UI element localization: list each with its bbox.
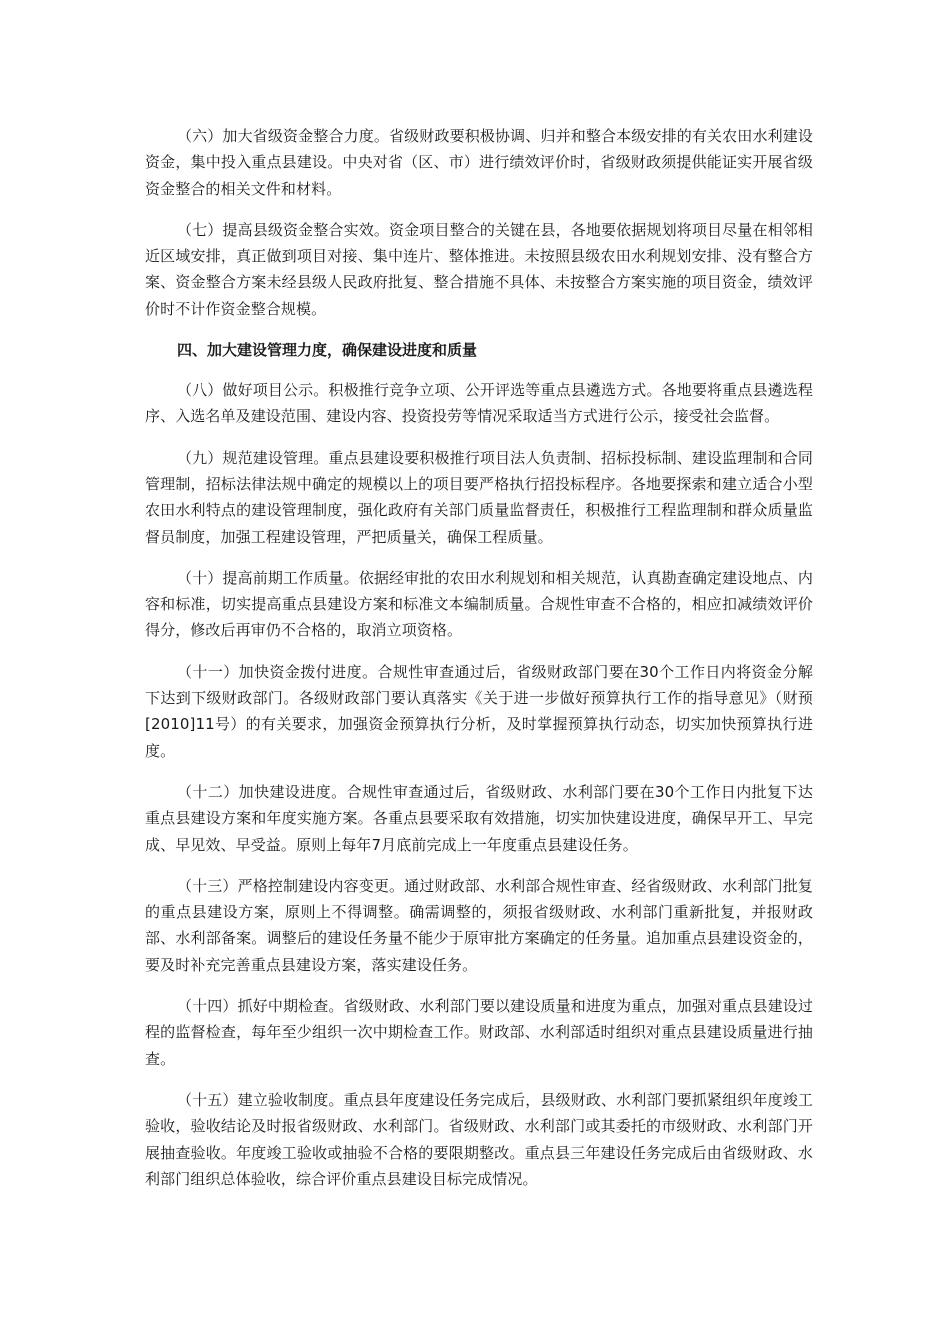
paragraph-12: （十二）加快建设进度。合规性审查通过后，省级财政、水利部门要在30个工作日内批复下达重点县建设方案和年度实施方案。各重点县要采取有效措施，切实加快建设进度，确保早开工、早完成、早见效、早受益。原则上每年7月底前完成上一年度重点县建设任务。	[145, 782, 813, 854]
paragraph-9: （九）规范建设管理。重点县建设要积极推行项目法人负责制、招标投标制、建设监理制和合同管理制，招标法律法规中确定的规模以上的项目要严格执行招投标程序。各地要探索和建立适合小型农田水利特点的建设管理制度，强化政府有关部门质量监督责任，积极推行工程监理制和群众质量监督员制度，加强工程建设管理，严把质量关，确保工程质量。	[145, 448, 813, 546]
paragraph-7: （七）提高县级资金整合实效。资金项目整合的关键在县，各地要依据规划将项目尽量在相邻相近区域安排，真正做到项目对接、集中连片、整体推进。未按照县级农田水利规划安排、没有整合方案、资金整合方案未经县级人民政府批复、整合措施不具体、未按整合方案实施的项目资金，绩效评价时不计作资金整合规模。	[145, 220, 813, 318]
paragraph-10: （十）提高前期工作质量。依据经审批的农田水利规划和相关规范，认真勘查确定建设地点、内容和标准，切实提高重点县建设方案和标准文本编制质量。合规性审查不合格的，相应扣减绩效评价得分，修改后再审仍不合格的，取消立项资格。	[145, 568, 813, 640]
paragraph-8: （八）做好项目公示。积极推行竞争立项、公开评选等重点县遴选方式。各地要将重点县遴选程序、入选名单及建设范围、建设内容、投资投劳等情况采取适当方式进行公示，接受社会监督。	[145, 381, 813, 426]
paragraph-13: （十三）严格控制建设内容变更。通过财政部、水利部合规性审查、经省级财政、水利部门批复的重点县建设方案，原则上不得调整。确需调整的，须报省级财政、水利部门重新批复，并报财政部、水利部备案。调整后的建设任务量不能少于原审批方案确定的任务量。追加重点县建设资金的，要及时补充完善重点县建设方案，落实建设任务。	[145, 876, 813, 974]
document-page	[145, 123, 813, 1207]
paragraph-11: （十一）加快资金拨付进度。合规性审查通过后，省级财政部门要在30个工作日内将资金分解下达到下级财政部门。各级财政部门要认真落实《关于进一步做好预算执行工作的指导意见》（财预[2010]11号）的有关要求，加强资金预算执行分析，及时掌握预算执行动态，切实加快预算执行进度。	[145, 662, 813, 760]
paragraph-15: （十五）建立验收制度。重点县年度建设任务完成后，县级财政、水利部门要抓紧组织年度竣工验收，验收结论及时报省级财政、水利部门。省级财政、水利部门或其委托的市级财政、水利部门开展抽查验收。年度竣工验收或抽验不合格的要限期整改。重点县三年建设任务完成后由省级财政、水利部门组织总体验收，综合评价重点县建设目标完成情况。	[145, 1090, 813, 1188]
paragraph-14: （十四）抓好中期检查。省级财政、水利部门要以建设质量和进度为重点，加强对重点县建设过程的监督检查，每年至少组织一次中期检查工作。财政部、水利部适时组织对重点县建设质量进行抽查。	[145, 997, 813, 1068]
section-heading: 四、加大建设管理力度，确保建设进度和质量	[177, 341, 478, 360]
paragraph-6: （六）加大省级资金整合力度。省级财政要积极协调、归并和整合本级安排的有关农田水利建设资金，集中投入重点县建设。中央对省（区、市）进行绩效评价时，省级财政须提供能证实开展省级资金整合的相关文件和材料。	[145, 127, 813, 198]
